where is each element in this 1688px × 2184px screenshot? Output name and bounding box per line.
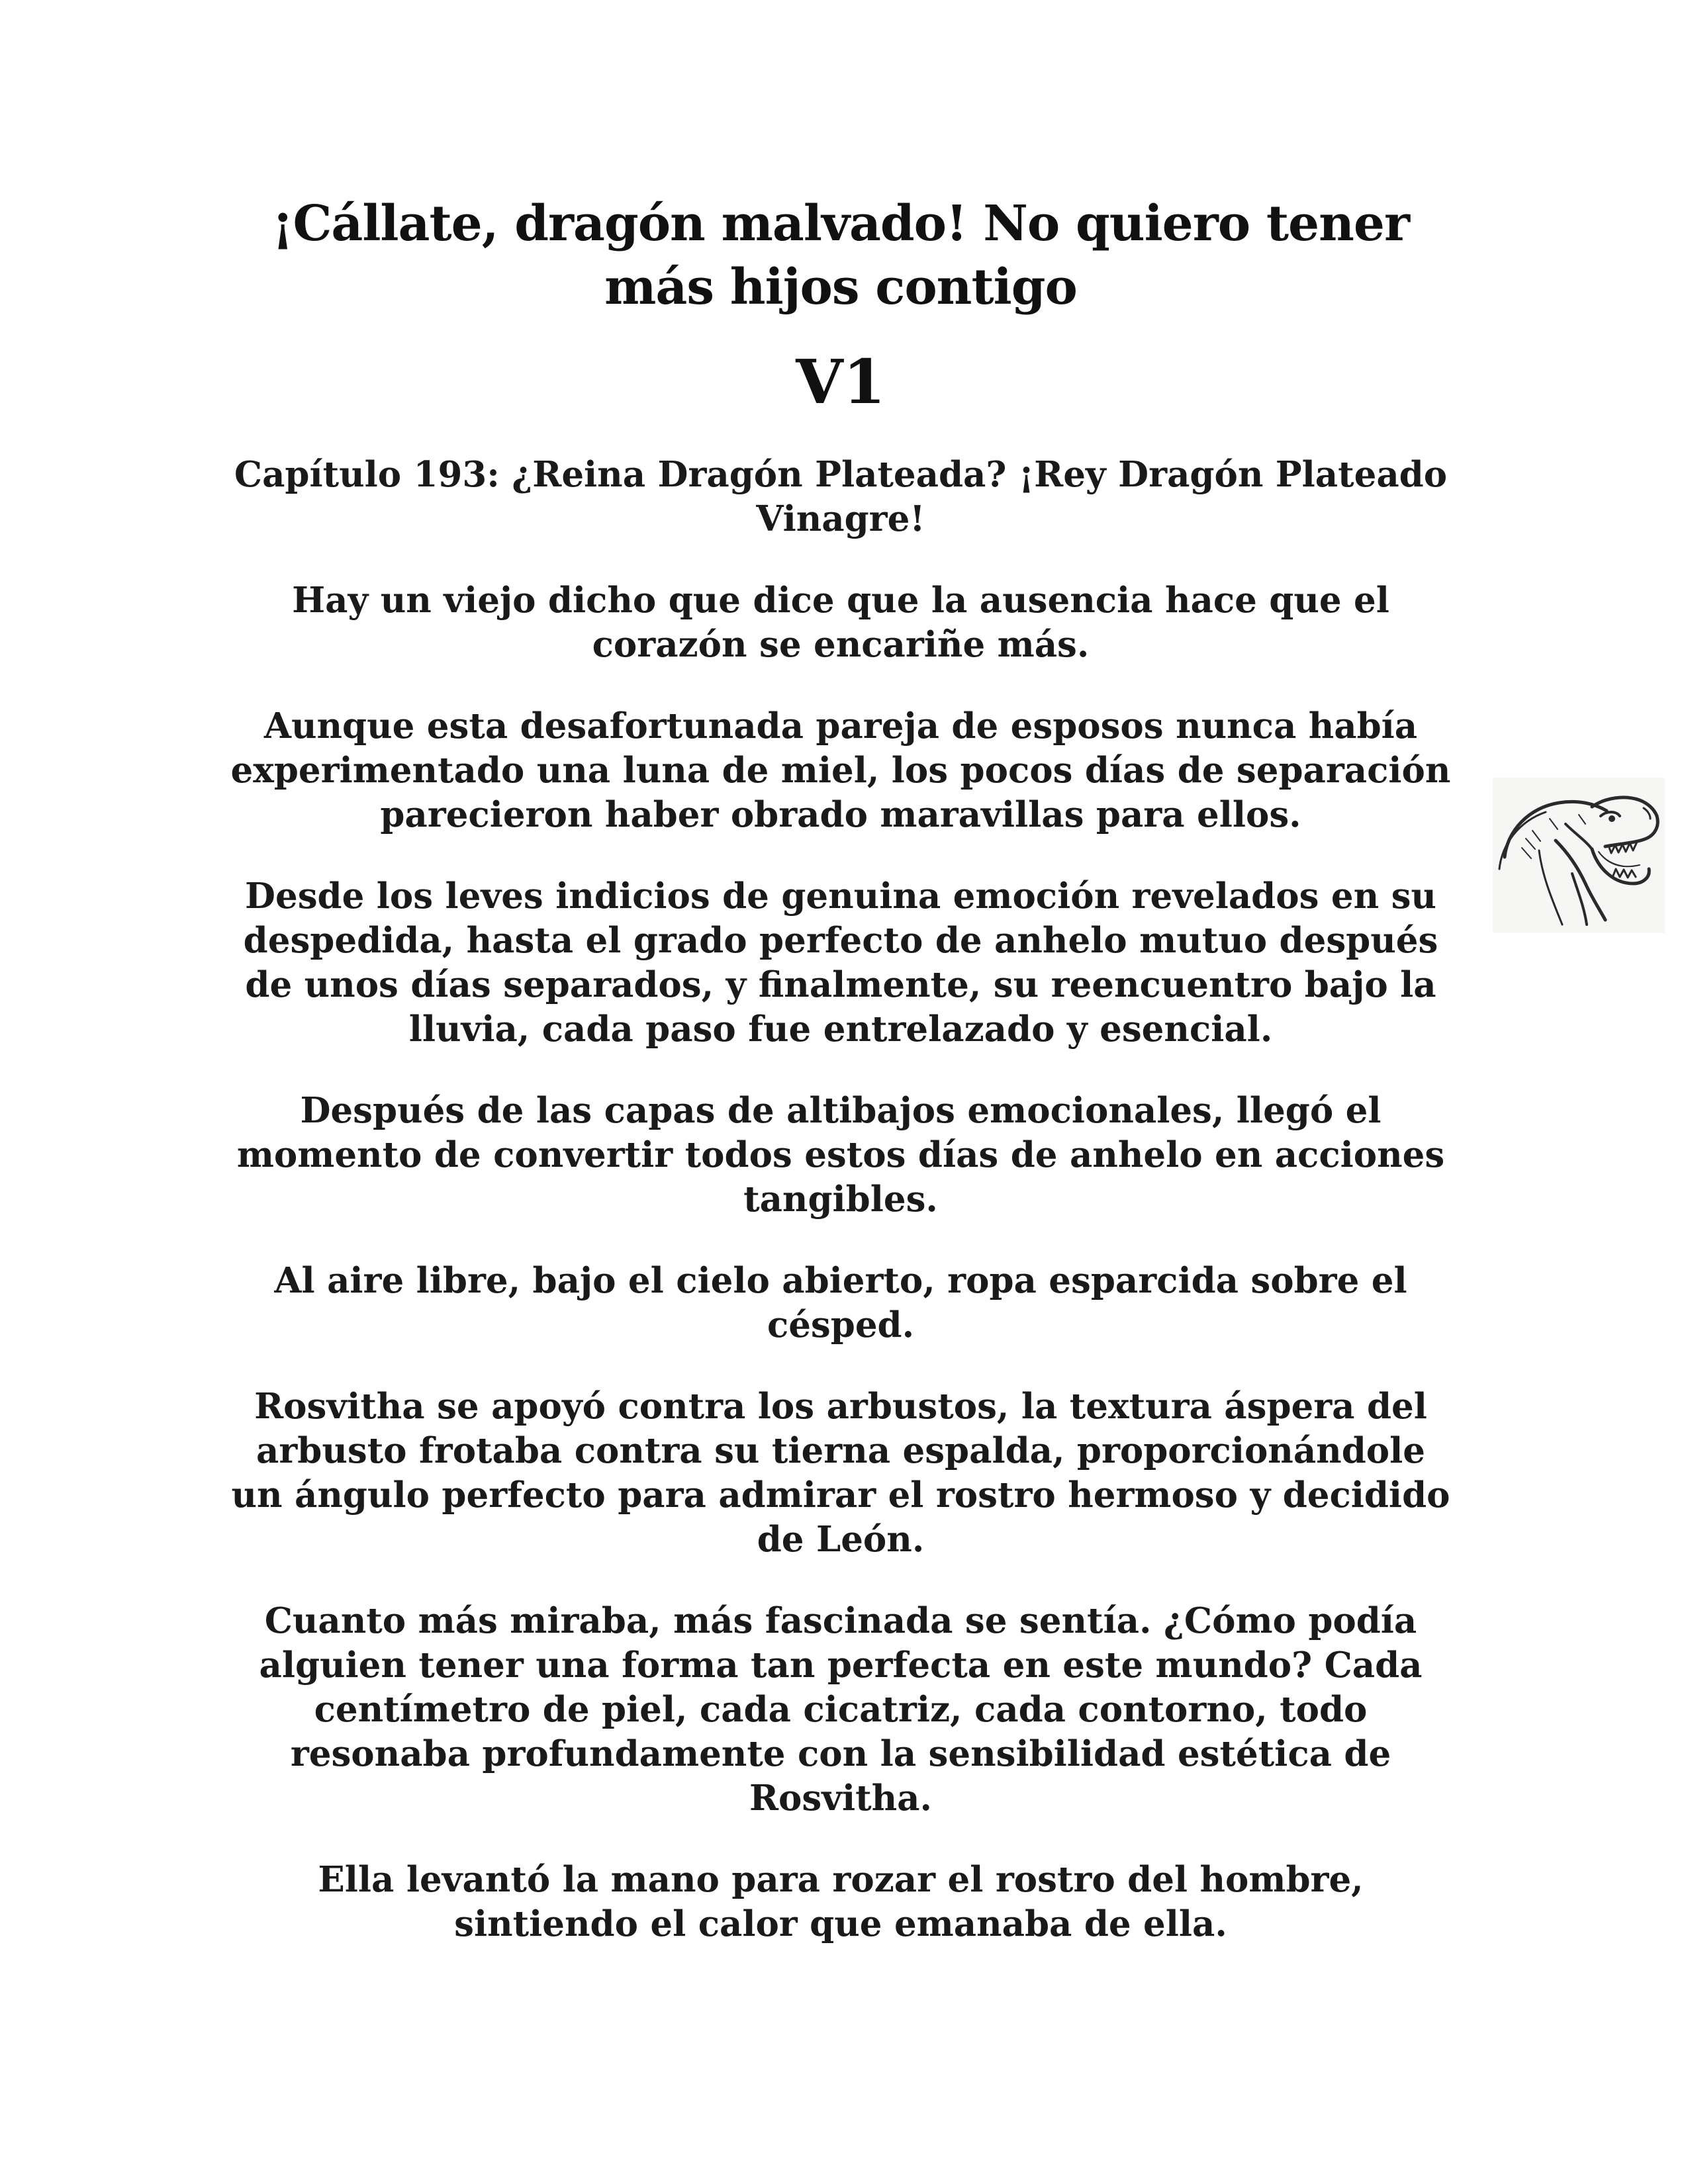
- chapter-heading: Capítulo 193: ¿Reina Dragón Plateada? ¡Rey Dragón Plateado Vinagre!: [234, 454, 1448, 539]
- paragraph: Después de las capas de altibajos emocionales, llegó el momento de convertir todos estos días de anhelo en acciones tangibles.: [236, 1090, 1445, 1220]
- paragraph: Ella levantó la mano para rozar el rostro del hombre, sintiendo el calor que emanaba de ella.: [318, 1859, 1364, 1944]
- paragraph: Al aire libre, bajo el cielo abierto, ropa esparcida sobre el césped.: [274, 1260, 1407, 1345]
- paragraph: Rosvitha se apoyó contra los arbustos, la textura áspera del arbusto frotaba contra su tierna espalda, proporcionándole un ángulo perfecto para admirar el rostro hermoso y decidido de León.: [231, 1386, 1450, 1560]
- volume-label: V1: [796, 346, 886, 418]
- paragraph: Hay un viejo dicho que dice que la ausencia hace que el corazón se encariñe más.: [292, 580, 1389, 665]
- paragraph: Desde los leves indicios de genuina emoción revelados en su despedida, hasta el grado perfecto de anhelo mutuo después de unos días separados, y finalmente, su reencuentro bajo la lluvia, cada paso fue entrelazado y esencial.: [243, 876, 1438, 1050]
- document-page: [225, 192, 1456, 1946]
- dragon-head-sketch-icon: [1493, 778, 1665, 933]
- paragraph: Aunque esta desafortunada pareja de esposos nunca había experimentado una luna de miel, los pocos días de separación parecieron haber obrado maravillas para ellos.: [230, 705, 1451, 835]
- document-title: ¡Cállate, dragón malvado! No quiero tener más hijos contigo: [271, 195, 1410, 316]
- paragraph: Cuanto más miraba, más fascinada se sentía. ¿Cómo podía alguien tener una forma tan perfecta en este mundo? Cada centímetro de piel, cada cicatriz, cada contorno, todo resonaba profundamente con la sensibilidad estética de Rosvitha.: [259, 1600, 1423, 1819]
